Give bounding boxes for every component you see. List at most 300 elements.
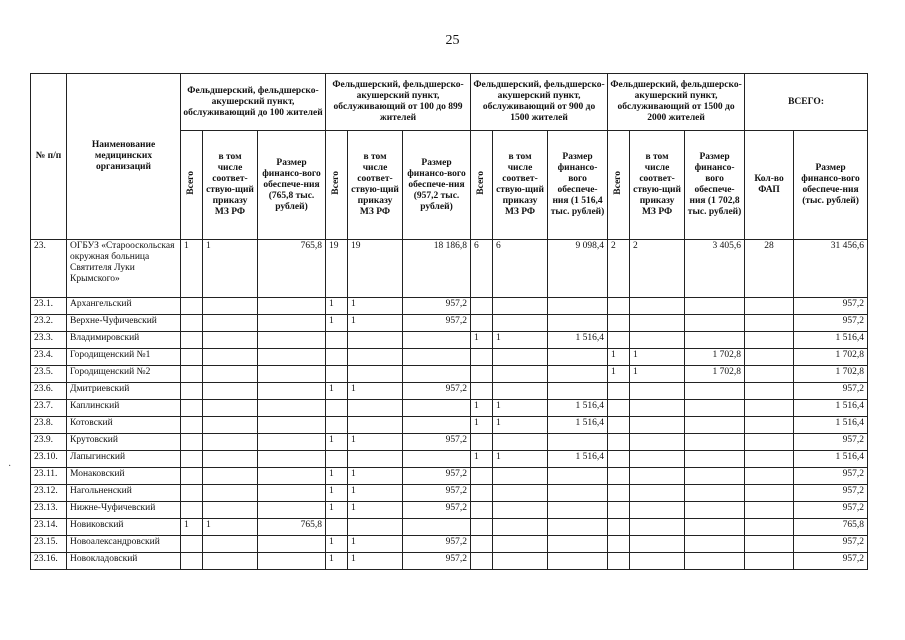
- value-cell: [471, 536, 493, 553]
- value-cell: [685, 434, 745, 451]
- value-cell: 957,2: [794, 468, 868, 485]
- row-number-cell: 23.16.: [31, 553, 67, 570]
- value-cell: [745, 485, 794, 502]
- organization-name-cell: Новокладовский: [67, 553, 181, 570]
- value-cell: 1: [471, 400, 493, 417]
- value-cell: [258, 315, 326, 332]
- value-cell: [258, 332, 326, 349]
- value-cell: [326, 400, 348, 417]
- value-cell: [258, 485, 326, 502]
- value-cell: [258, 451, 326, 468]
- value-cell: [203, 468, 258, 485]
- row-number-cell: 23.7.: [31, 400, 67, 417]
- value-cell: [203, 400, 258, 417]
- column-header-number: № п/п: [31, 74, 67, 240]
- value-cell: 1: [326, 485, 348, 502]
- value-cell: [181, 417, 203, 434]
- value-cell: 957,2: [794, 502, 868, 519]
- value-cell: 1: [348, 502, 403, 519]
- value-cell: 957,2: [794, 434, 868, 451]
- subheader-all-3: Всего: [471, 131, 493, 240]
- value-cell: 957,2: [403, 383, 471, 400]
- value-cell: 957,2: [403, 485, 471, 502]
- value-cell: [258, 417, 326, 434]
- value-cell: 957,2: [794, 298, 868, 315]
- value-cell: [608, 502, 630, 519]
- value-cell: 1: [326, 536, 348, 553]
- value-cell: [685, 383, 745, 400]
- value-cell: [493, 315, 548, 332]
- value-cell: [203, 553, 258, 570]
- value-cell: 1: [326, 468, 348, 485]
- value-cell: [403, 400, 471, 417]
- value-cell: [203, 434, 258, 451]
- value-cell: [326, 366, 348, 383]
- value-cell: 765,8: [258, 240, 326, 298]
- value-cell: 957,2: [794, 383, 868, 400]
- value-cell: [203, 485, 258, 502]
- value-cell: 9 098,4: [548, 240, 608, 298]
- column-header-organization: Наименование медицинских организаций: [67, 74, 181, 240]
- table-header: [31, 74, 868, 240]
- value-cell: [203, 383, 258, 400]
- value-cell: [258, 349, 326, 366]
- value-cell: [685, 553, 745, 570]
- value-cell: 28: [745, 240, 794, 298]
- value-cell: [403, 349, 471, 366]
- subheader-incl-2: в том числе соответ-ствую-щий приказу МЗ РФ: [348, 131, 403, 240]
- row-number-cell: 23.1.: [31, 298, 67, 315]
- value-cell: 1: [348, 485, 403, 502]
- value-cell: [181, 349, 203, 366]
- value-cell: [403, 519, 471, 536]
- value-cell: 1: [348, 298, 403, 315]
- group-header-900-1500: Фельдшерский, фельдшерско-акушерский пункт, обслуживающий от 900 до 1500 жителей: [471, 74, 608, 131]
- value-cell: [348, 366, 403, 383]
- value-cell: [403, 451, 471, 468]
- subheader-fin-4: Размер финансо-вого обеспече-ния (1 702,8 тыс. рублей): [685, 131, 745, 240]
- table-row: [31, 383, 868, 400]
- value-cell: [685, 298, 745, 315]
- row-number-cell: 23.11.: [31, 468, 67, 485]
- value-cell: [181, 400, 203, 417]
- value-cell: [630, 434, 685, 451]
- row-number-cell: 23.13.: [31, 502, 67, 519]
- table-row: [31, 536, 868, 553]
- value-cell: [471, 485, 493, 502]
- subheader-fin-3: Размер финансо-вого обеспече-ния (1 516,4 тыс. рублей): [548, 131, 608, 240]
- value-cell: [608, 468, 630, 485]
- group-header-total: ВСЕГО:: [745, 74, 868, 131]
- value-cell: [181, 451, 203, 468]
- organization-name-cell: Каплинский: [67, 400, 181, 417]
- organization-name-cell: Архангельский: [67, 298, 181, 315]
- value-cell: [548, 298, 608, 315]
- row-number-cell: 23.9.: [31, 434, 67, 451]
- value-cell: [348, 332, 403, 349]
- value-cell: 2: [630, 240, 685, 298]
- group-header-up-to-100: Фельдшерский, фельдшерско-акушерский пункт, обслуживающий до 100 жителей: [181, 74, 326, 131]
- value-cell: 1: [608, 349, 630, 366]
- value-cell: [258, 502, 326, 519]
- value-cell: 1 516,4: [548, 332, 608, 349]
- value-cell: 1 516,4: [794, 451, 868, 468]
- row-number-cell: 23.2.: [31, 315, 67, 332]
- value-cell: [493, 366, 548, 383]
- value-cell: 1: [493, 400, 548, 417]
- value-cell: [348, 349, 403, 366]
- value-cell: 957,2: [403, 315, 471, 332]
- value-cell: 1: [348, 315, 403, 332]
- value-cell: 1: [348, 383, 403, 400]
- row-number-cell: 23.15.: [31, 536, 67, 553]
- value-cell: [181, 553, 203, 570]
- value-cell: 19: [326, 240, 348, 298]
- value-cell: 1: [493, 417, 548, 434]
- value-cell: 957,2: [794, 315, 868, 332]
- value-cell: [471, 349, 493, 366]
- value-cell: 1: [326, 315, 348, 332]
- value-cell: [608, 298, 630, 315]
- table-row: [31, 485, 868, 502]
- value-cell: 1: [181, 240, 203, 298]
- table-row: [31, 315, 868, 332]
- value-cell: [630, 502, 685, 519]
- value-cell: [685, 536, 745, 553]
- row-number-cell: 23.10.: [31, 451, 67, 468]
- value-cell: [181, 434, 203, 451]
- value-cell: 1: [326, 298, 348, 315]
- value-cell: [493, 383, 548, 400]
- value-cell: [745, 315, 794, 332]
- table-row: [31, 434, 868, 451]
- value-cell: [685, 485, 745, 502]
- value-cell: [471, 502, 493, 519]
- value-cell: [548, 485, 608, 502]
- value-cell: [181, 468, 203, 485]
- organization-name-cell: Владимировский: [67, 332, 181, 349]
- value-cell: [471, 298, 493, 315]
- subheader-fin-2: Размер финансо-вого обеспече-ния (957,2 тыс. рублей): [403, 131, 471, 240]
- value-cell: [745, 366, 794, 383]
- organization-name-cell: Нижне-Чуфичевский: [67, 502, 181, 519]
- value-cell: 1: [471, 417, 493, 434]
- subheader-all-4: Всего: [608, 131, 630, 240]
- value-cell: [630, 298, 685, 315]
- value-cell: [630, 332, 685, 349]
- value-cell: [685, 451, 745, 468]
- organization-name-cell: Верхне-Чуфичевский: [67, 315, 181, 332]
- value-cell: [258, 536, 326, 553]
- subheader-total-fin: Размер финансо-вого обеспече-ния (тыс. рублей): [794, 131, 868, 240]
- value-cell: 957,2: [403, 434, 471, 451]
- row-number-cell: 23.3.: [31, 332, 67, 349]
- value-cell: [630, 315, 685, 332]
- value-cell: [203, 349, 258, 366]
- value-cell: [493, 468, 548, 485]
- table-row: [31, 366, 868, 383]
- value-cell: 6: [493, 240, 548, 298]
- value-cell: [630, 417, 685, 434]
- table-row: [31, 553, 868, 570]
- value-cell: 765,8: [794, 519, 868, 536]
- value-cell: [326, 519, 348, 536]
- organization-name-cell: Новиковский: [67, 519, 181, 536]
- value-cell: 6: [471, 240, 493, 298]
- value-cell: [471, 468, 493, 485]
- subheader-total-count: Кол-во ФАП: [745, 131, 794, 240]
- value-cell: 1: [348, 536, 403, 553]
- value-cell: [548, 315, 608, 332]
- value-cell: [630, 451, 685, 468]
- subheader-all-1: Всего: [181, 131, 203, 240]
- table-row: [31, 400, 868, 417]
- value-cell: [493, 349, 548, 366]
- value-cell: [348, 451, 403, 468]
- value-cell: [685, 315, 745, 332]
- value-cell: 3 405,6: [685, 240, 745, 298]
- value-cell: [548, 519, 608, 536]
- value-cell: [685, 502, 745, 519]
- subheader-incl-1: в том числе соответ-ствую-щий приказу МЗ РФ: [203, 131, 258, 240]
- value-cell: [608, 417, 630, 434]
- value-cell: [181, 366, 203, 383]
- value-cell: 18 186,8: [403, 240, 471, 298]
- value-cell: 1 516,4: [794, 332, 868, 349]
- value-cell: 1 702,8: [685, 349, 745, 366]
- table-body: [31, 240, 868, 570]
- value-cell: [403, 417, 471, 434]
- organization-name-cell: Новоалександровский: [67, 536, 181, 553]
- value-cell: [608, 553, 630, 570]
- value-cell: [258, 366, 326, 383]
- value-cell: 1: [630, 366, 685, 383]
- value-cell: [471, 519, 493, 536]
- value-cell: [203, 298, 258, 315]
- value-cell: [548, 536, 608, 553]
- value-cell: 1: [203, 240, 258, 298]
- value-cell: 1: [493, 332, 548, 349]
- value-cell: [608, 519, 630, 536]
- row-number-cell: 23.6.: [31, 383, 67, 400]
- value-cell: 1: [326, 434, 348, 451]
- value-cell: [685, 332, 745, 349]
- value-cell: [745, 383, 794, 400]
- value-cell: [630, 383, 685, 400]
- row-number-cell: 23.5.: [31, 366, 67, 383]
- value-cell: 19: [348, 240, 403, 298]
- row-number-cell: 23.12.: [31, 485, 67, 502]
- value-cell: [493, 553, 548, 570]
- value-cell: 1: [181, 519, 203, 536]
- value-cell: [745, 536, 794, 553]
- row-number-cell: 23.14.: [31, 519, 67, 536]
- value-cell: 957,2: [403, 468, 471, 485]
- subheader-fin-1: Размер финансо-вого обеспече-ния (765,8 тыс. рублей): [258, 131, 326, 240]
- value-cell: 1 516,4: [548, 417, 608, 434]
- value-cell: [348, 519, 403, 536]
- value-cell: 957,2: [403, 502, 471, 519]
- value-cell: [548, 383, 608, 400]
- value-cell: [685, 519, 745, 536]
- table-row: [31, 240, 868, 298]
- value-cell: [685, 468, 745, 485]
- value-cell: [745, 434, 794, 451]
- table-row: [31, 519, 868, 536]
- value-cell: [608, 400, 630, 417]
- value-cell: 765,8: [258, 519, 326, 536]
- organization-name-cell: ОГБУЗ «Старооскольская окружная больница Святителя Луки Крымского»: [67, 240, 181, 298]
- value-cell: [326, 451, 348, 468]
- value-cell: [608, 485, 630, 502]
- value-cell: [493, 485, 548, 502]
- value-cell: [630, 485, 685, 502]
- value-cell: [745, 502, 794, 519]
- value-cell: [326, 349, 348, 366]
- value-cell: 1: [203, 519, 258, 536]
- value-cell: 957,2: [794, 536, 868, 553]
- value-cell: [181, 315, 203, 332]
- value-cell: [203, 366, 258, 383]
- facilities-table: [30, 73, 868, 570]
- value-cell: [258, 383, 326, 400]
- value-cell: [203, 332, 258, 349]
- value-cell: 1: [471, 332, 493, 349]
- value-cell: [203, 451, 258, 468]
- value-cell: [745, 298, 794, 315]
- value-cell: 957,2: [794, 553, 868, 570]
- value-cell: 1: [630, 349, 685, 366]
- value-cell: [630, 519, 685, 536]
- value-cell: [685, 400, 745, 417]
- value-cell: [258, 434, 326, 451]
- organization-name-cell: Крутовский: [67, 434, 181, 451]
- value-cell: [471, 315, 493, 332]
- value-cell: [548, 553, 608, 570]
- value-cell: [548, 502, 608, 519]
- table-row: [31, 451, 868, 468]
- table-row: [31, 468, 868, 485]
- value-cell: [181, 502, 203, 519]
- value-cell: 1: [326, 383, 348, 400]
- value-cell: [203, 536, 258, 553]
- value-cell: [203, 417, 258, 434]
- value-cell: [258, 468, 326, 485]
- value-cell: 957,2: [794, 485, 868, 502]
- value-cell: 1 702,8: [685, 366, 745, 383]
- value-cell: [685, 417, 745, 434]
- value-cell: [608, 451, 630, 468]
- table-row: [31, 298, 868, 315]
- value-cell: [630, 468, 685, 485]
- value-cell: [630, 536, 685, 553]
- value-cell: [745, 349, 794, 366]
- value-cell: [548, 349, 608, 366]
- value-cell: [630, 400, 685, 417]
- organization-name-cell: Лапыгинский: [67, 451, 181, 468]
- value-cell: [493, 298, 548, 315]
- value-cell: [608, 315, 630, 332]
- value-cell: [548, 434, 608, 451]
- value-cell: [471, 434, 493, 451]
- organization-name-cell: Городищенский №2: [67, 366, 181, 383]
- value-cell: 1: [348, 468, 403, 485]
- value-cell: [493, 519, 548, 536]
- table-row: [31, 417, 868, 434]
- value-cell: [745, 553, 794, 570]
- value-cell: [471, 383, 493, 400]
- value-cell: 1 516,4: [548, 400, 608, 417]
- value-cell: 1: [471, 451, 493, 468]
- value-cell: [203, 315, 258, 332]
- value-cell: 1 516,4: [794, 400, 868, 417]
- value-cell: [493, 536, 548, 553]
- value-cell: 1 516,4: [794, 417, 868, 434]
- value-cell: [745, 519, 794, 536]
- group-header-100-899: Фельдшерский, фельдшерско-акушерский пункт, обслуживающий от 100 до 899 жителей: [326, 74, 471, 131]
- value-cell: [608, 536, 630, 553]
- table-row: [31, 332, 868, 349]
- value-cell: [493, 434, 548, 451]
- value-cell: [258, 298, 326, 315]
- value-cell: 2: [608, 240, 630, 298]
- table-row: [31, 502, 868, 519]
- value-cell: 31 456,6: [794, 240, 868, 298]
- value-cell: 1: [326, 502, 348, 519]
- value-cell: [348, 417, 403, 434]
- value-cell: [471, 553, 493, 570]
- organization-name-cell: Городищенский №1: [67, 349, 181, 366]
- value-cell: [608, 383, 630, 400]
- value-cell: 1: [608, 366, 630, 383]
- value-cell: [745, 417, 794, 434]
- value-cell: [258, 553, 326, 570]
- value-cell: 1 702,8: [794, 366, 868, 383]
- value-cell: [548, 468, 608, 485]
- margin-mark: ·: [8, 461, 12, 472]
- value-cell: 1: [348, 434, 403, 451]
- value-cell: [403, 332, 471, 349]
- value-cell: [493, 502, 548, 519]
- row-number-cell: 23.4.: [31, 349, 67, 366]
- value-cell: [348, 400, 403, 417]
- value-cell: [745, 468, 794, 485]
- value-cell: 1: [493, 451, 548, 468]
- value-cell: [745, 332, 794, 349]
- value-cell: 1: [348, 553, 403, 570]
- value-cell: [608, 434, 630, 451]
- value-cell: [471, 366, 493, 383]
- value-cell: [630, 553, 685, 570]
- value-cell: [745, 451, 794, 468]
- organization-name-cell: Нагольненский: [67, 485, 181, 502]
- value-cell: [745, 400, 794, 417]
- value-cell: 957,2: [403, 553, 471, 570]
- subheader-incl-4: в том числе соответ-ствую-щий приказу МЗ РФ: [630, 131, 685, 240]
- value-cell: [181, 536, 203, 553]
- organization-name-cell: Котовский: [67, 417, 181, 434]
- value-cell: [548, 366, 608, 383]
- value-cell: [608, 332, 630, 349]
- value-cell: [181, 298, 203, 315]
- row-number-cell: 23.8.: [31, 417, 67, 434]
- value-cell: 1 516,4: [548, 451, 608, 468]
- page-number: 25: [445, 33, 460, 48]
- group-header-1500-2000: Фельдшерский, фельдшерско-акушерский пункт, обслуживающий от 1500 до 2000 жителей: [608, 74, 745, 131]
- value-cell: [181, 383, 203, 400]
- value-cell: [181, 485, 203, 502]
- value-cell: [326, 332, 348, 349]
